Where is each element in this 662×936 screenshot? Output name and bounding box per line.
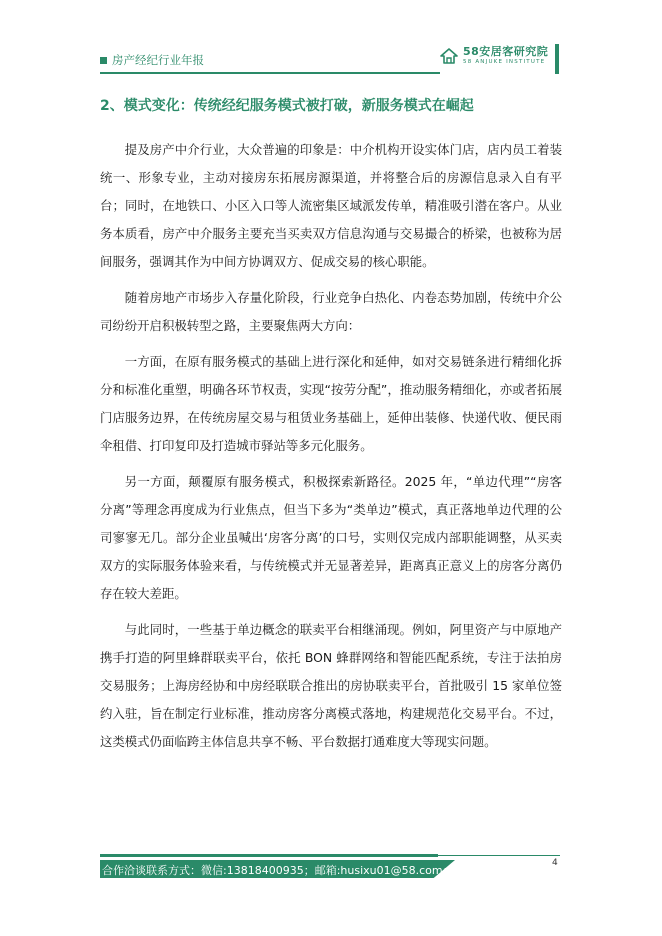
body-text [100,136,562,764]
house-logo-icon [440,48,458,64]
page-number: 4 [552,858,558,868]
page-header [100,40,560,76]
header-accent-bar [555,44,559,74]
footer-rule [100,854,438,857]
footer-contact: 合作洽谈联系方式：微信:13818400935；邮箱:husixu01@58.com； [102,864,454,877]
paragraph: 与此同时，一些基于单边概念的联卖平台相继涌现。例如，阿里资产与中原地产携手打造的阿里蜂群联卖平台，依托 BON 蜂群网络和智能匹配系统，专注于法拍房交易服务；上海房经协和中房经联联合推出的房协联卖平台，首批吸引 15 家单位签约入驻，旨在制定行业标准，推动房客分离模式落地，构建规范化交易平台。不过，这类模式仍面临跨主体信息共享不畅、平台数据打通难度大等现实问题。 [100,622,562,749]
paragraph: 一方面，在原有服务模式的基础上进行深化和延伸，如对交易链条进行精细化拆分和标准化重塑，明确各环节权责，实现“按劳分配”，推动服务精细化，亦或者拓展门店服务边界，在传统房屋交易与租赁业务基础上，延伸出装修、快递代收、便民雨伞租借、打印复印及打造城市驿站等多元化服务。 [100,354,562,453]
paragraph: 另一方面，颠覆原有服务模式，积极探索新路径。2025 年，“单边代理”“房客分离”等理念再度成为行业焦点，但当下多为“类单边”模式，真正落地单边代理的公司寥寥无几。部分企业虽喊出‘房客分离’的口号，实则仅完成内部职能调整，从买卖双方的实际服务体验来看，与传统模式并无显著差异，距离真正意义上的房客分离仍存在较大差距。 [100,474,562,601]
paragraph: 提及房产中介行业，大众普遍的印象是：中介机构开设实体门店，店内员工着装统一、形象专业，主动对接房东拓展房源渠道，并将整合后的房源信息录入自有平台；同时，在地铁口、小区入口等人流密集区域派发传单，精准吸引潜在客户。从业务本质看，房产中介服务主要充当买卖双方信息沟通与交易撮合的桥梁，也被称为居间服务，强调其作为中间方协调双方、促成交易的核心职能。 [100,142,562,269]
logo-name-en: 58 ANJUKE INSTITUTE [463,59,546,65]
report-title-text: 房产经纪行业年报 [112,53,204,67]
logo-name-cn: 58安居客研究院 [463,45,549,58]
report-title [100,52,204,68]
paragraph: 随着房地产市场步入存量化阶段，行业竞争白热化、内卷态势加剧，传统中介公司纷纷开启积极转型之路，主要聚焦两大方向： [100,290,562,333]
square-bullet-icon [100,57,107,64]
institute-logo [440,46,548,66]
section-title: 2、模式变化：传统经纪服务模式被打破，新服务模式在崛起 [100,98,474,114]
footer-rule-thin [438,855,560,856]
header-rule [100,72,440,74]
